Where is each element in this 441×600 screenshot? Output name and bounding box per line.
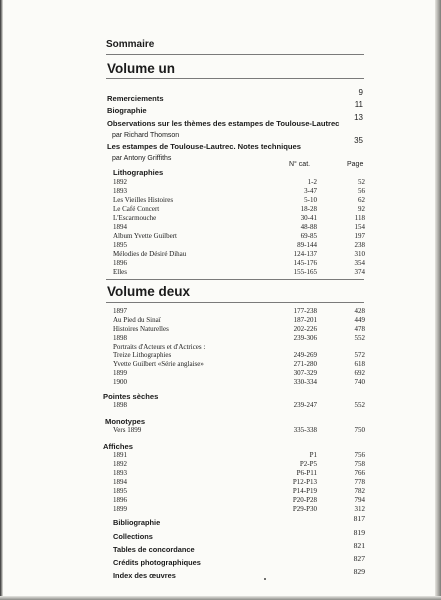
page-heading: Sommaire [106, 39, 155, 50]
column-header-cat: N° cat. [289, 161, 311, 168]
toc-entry-title: Les estampes de Toulouse-Lautrec. Notes techniques [107, 142, 301, 151]
volume-un-rule [106, 78, 364, 79]
row-name: Au Pied du Sinaï [113, 316, 161, 324]
row-cat: P1 [309, 451, 317, 459]
row-name: Treize Lithographies [113, 351, 172, 359]
row-page: 238 [354, 241, 365, 249]
toc-entry-author: par Antony Griffiths [112, 155, 172, 162]
row-page: 478 [354, 325, 365, 333]
column-header-page: Page [347, 161, 364, 168]
volume-deux-top-rule [106, 279, 364, 280]
row-cat: 145-176 [293, 259, 317, 267]
table-row [113, 487, 365, 496]
toc-entry-page: 11 [354, 100, 363, 109]
row-name: 1894 [113, 223, 127, 231]
row-name: Album Yvette Guilbert [113, 232, 177, 240]
back-matter-item: Tables de concordance [113, 545, 195, 554]
row-cat: 48-88 [300, 223, 317, 231]
row-name: Yvette Guilbert «Série anglaise» [113, 360, 204, 368]
row-name: Elles [113, 268, 127, 276]
row-name: 1898 [113, 401, 127, 409]
volume-deux-rule [106, 302, 364, 303]
row-cat: P14-P19 [292, 487, 317, 495]
row-name: 1896 [113, 496, 127, 504]
row-page: 92 [358, 205, 365, 213]
row-cat: 124-137 [293, 250, 317, 258]
row-cat: 187-201 [293, 316, 317, 324]
toc-entry [107, 136, 363, 162]
row-cat: 239-306 [293, 334, 317, 342]
row-cat: 330-334 [293, 378, 317, 386]
table-row [113, 187, 365, 196]
row-page: 572 [354, 351, 365, 359]
row-name: 1897 [113, 307, 127, 315]
table-row [113, 196, 365, 205]
row-cat: P12-P13 [292, 478, 317, 486]
page-bottom-edge [0, 596, 441, 600]
row-name: Portraits d'Acteurs et d'Actrices : [113, 343, 206, 351]
back-matter-item: Index des œuvres [113, 571, 176, 580]
table-row [113, 232, 365, 241]
row-page: 312 [354, 505, 365, 513]
row-page: 62 [358, 196, 365, 204]
row-page: 740 [354, 378, 365, 386]
row-name: 1892 [113, 178, 127, 186]
row-page: 449 [354, 316, 365, 324]
row-name: 1899 [113, 505, 127, 513]
row-page: 778 [354, 478, 365, 486]
row-cat: 155-165 [293, 268, 317, 276]
row-cat: P2-P5 [299, 460, 317, 468]
row-name: Histoires Naturelles [113, 325, 169, 333]
row-cat: 239-247 [293, 401, 317, 409]
table-row [113, 241, 365, 250]
table-row [113, 178, 365, 187]
table-row [113, 496, 365, 505]
ink-dot [264, 578, 266, 580]
row-cat: 5-10 [304, 196, 317, 204]
heading-rule [106, 54, 364, 55]
row-name: 1900 [113, 378, 127, 386]
row-cat: 1-2 [307, 178, 317, 186]
row-name: Le Café Concert [113, 205, 160, 213]
table-row [113, 223, 365, 232]
table-row [113, 205, 365, 214]
back-matter-page: 821 [353, 541, 365, 550]
row-page: 750 [354, 426, 365, 434]
row-name: Vers 1899 [113, 426, 142, 434]
row-cat: 335-338 [293, 426, 317, 434]
page-binding-edge [0, 0, 3, 600]
toc-entry-title: Remerciements [107, 94, 164, 103]
row-page: 552 [354, 334, 365, 342]
row-cat: 69-85 [300, 232, 317, 240]
table-row [113, 334, 365, 343]
table-row [113, 307, 365, 316]
row-cat: 202-226 [293, 325, 317, 333]
toc-entry-page: 9 [358, 88, 363, 97]
back-matter-page: 817 [353, 514, 365, 523]
table-row [113, 351, 365, 360]
table-row [113, 401, 365, 410]
row-cat: P29-P30 [292, 505, 317, 513]
section-monotypes: Monotypes [105, 417, 146, 426]
row-page: 552 [354, 401, 365, 409]
table-row [113, 451, 365, 460]
volume-un-title: Volume un [107, 61, 176, 76]
table-row [113, 268, 365, 277]
back-matter-page: 819 [353, 528, 365, 537]
row-page: 692 [354, 369, 365, 377]
back-matter-page: 829 [353, 567, 365, 576]
row-name: 1891 [113, 451, 127, 459]
row-name: Les Vieilles Histoires [113, 196, 174, 204]
row-page: 56 [358, 187, 365, 195]
row-cat: P6-P11 [296, 469, 317, 477]
back-matter-page: 827 [353, 554, 365, 563]
row-cat: P20-P28 [292, 496, 317, 504]
row-name: 1898 [113, 334, 127, 342]
back-matter-item: Collections [113, 532, 153, 541]
row-cat: 249-269 [293, 351, 317, 359]
back-matter-item: Bibliographie [113, 518, 161, 527]
row-page: 428 [354, 307, 365, 315]
section-pointes-seches: Pointes sèches [103, 392, 159, 401]
row-name: 1893 [113, 187, 127, 195]
table-row [113, 325, 365, 334]
table-row [113, 478, 365, 487]
row-page: 118 [354, 214, 365, 222]
row-name: 1896 [113, 259, 127, 267]
row-name: 1894 [113, 478, 127, 486]
toc-entry-page: 35 [354, 136, 363, 145]
row-page: 766 [354, 469, 365, 477]
row-page: 758 [354, 460, 365, 468]
row-cat: 3-47 [304, 187, 317, 195]
table-row [113, 250, 365, 259]
toc-entry-title: Observations sur les thèmes des estampes de Toulouse-Lautrec [107, 119, 340, 128]
table-row [113, 360, 365, 369]
row-page: 154 [354, 223, 365, 231]
row-name: 1895 [113, 487, 127, 495]
row-name: Mélodies de Désiré Dihau [113, 250, 187, 258]
row-cat: 177-238 [293, 307, 317, 315]
row-name: 1895 [113, 241, 127, 249]
table-row [113, 460, 365, 469]
table-row [113, 369, 365, 378]
section-affiches: Affiches [103, 442, 133, 451]
toc-entry-page: 13 [354, 113, 363, 122]
table-row [113, 214, 365, 223]
row-page: 310 [354, 250, 365, 258]
row-name: 1899 [113, 369, 127, 377]
row-name: L'Escarmouche [113, 214, 157, 222]
row-page: 354 [354, 259, 365, 267]
toc-entry-author: par Richard Thomson [112, 132, 180, 139]
row-page: 782 [354, 487, 365, 495]
row-page: 618 [354, 360, 365, 368]
row-page: 52 [358, 178, 365, 186]
toc-entry-title: Biographie [107, 106, 147, 115]
row-cat: 18-28 [300, 205, 317, 213]
row-page: 756 [354, 451, 365, 459]
row-page: 374 [354, 268, 365, 276]
table-row [113, 426, 365, 435]
table-row [113, 259, 365, 268]
page-outer-edge [435, 0, 441, 600]
section-lithographies: Lithographies [113, 168, 164, 177]
row-cat: 307-329 [293, 369, 317, 377]
row-cat: 271-280 [293, 360, 317, 368]
volume-deux-title: Volume deux [107, 284, 191, 299]
table-row [113, 469, 365, 478]
row-page: 794 [354, 496, 365, 504]
row-cat: 89-144 [297, 241, 317, 249]
row-cat: 30-41 [300, 214, 317, 222]
table-row [113, 378, 365, 387]
table-row [113, 316, 365, 325]
table-row [113, 505, 365, 514]
row-name: 1893 [113, 469, 127, 477]
row-page: 197 [354, 232, 365, 240]
back-matter-item: Crédits photographiques [113, 558, 201, 567]
row-name: 1892 [113, 460, 127, 468]
